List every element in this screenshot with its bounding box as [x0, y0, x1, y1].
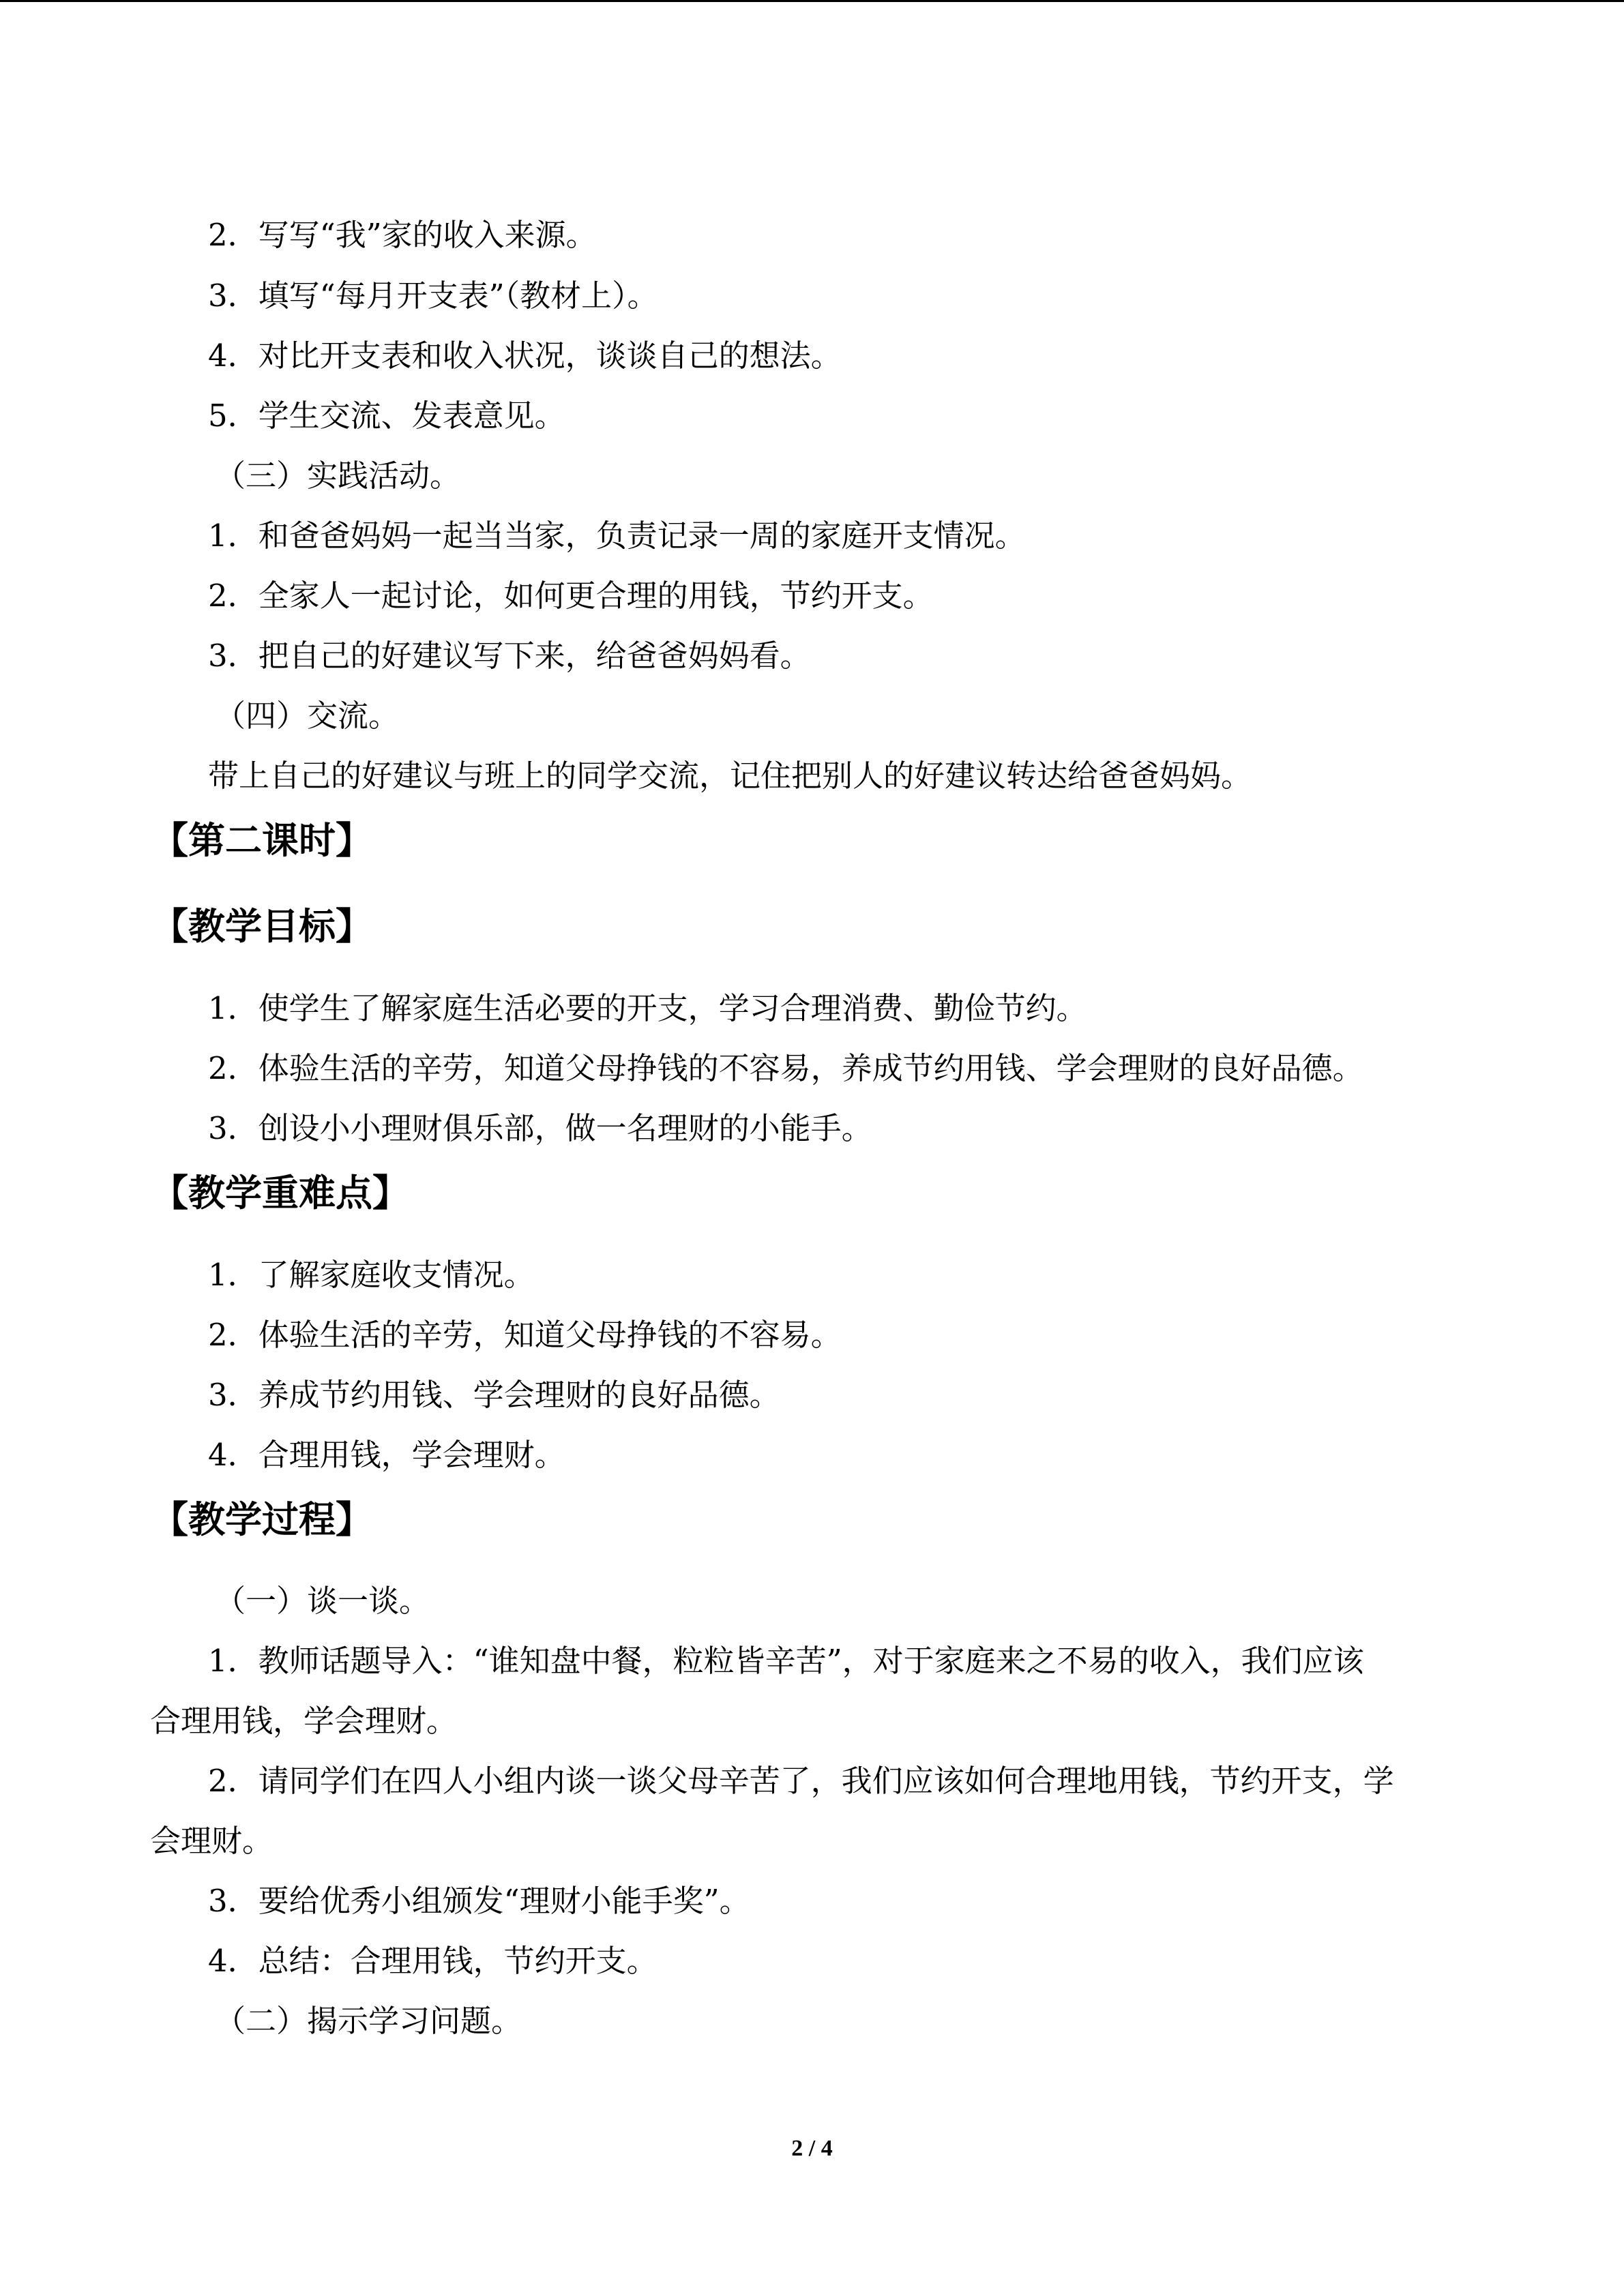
paragraph-continuation: 会理财。: [150, 1823, 274, 1859]
paragraph-item: 2．全家人一起讨论，如何更合理的用钱，节约开支。: [208, 578, 934, 614]
paragraph-item: 1．了解家庭收支情况。: [208, 1257, 535, 1293]
paragraph-item: 1．教师话题导入：“谁知盘中餐，粒粒皆辛苦”，对于家庭来之不易的收入，我们应该: [208, 1643, 1364, 1679]
page-top-border: [0, 0, 1624, 2]
paragraph-item: 5．学生交流、发表意见。: [208, 398, 565, 434]
paragraph-item: 2．请同学们在四人小组内谈一谈父母辛苦了，我们应该如何合理地用钱，节约开支，学: [208, 1763, 1394, 1799]
process-heading: 【教学过程】: [151, 1498, 372, 1541]
paragraph-item: 3．创设小小理财俱乐部，做一名理财的小能手。: [208, 1110, 872, 1146]
paragraph-item: 1．使学生了解家庭生活必要的开支，学习合理消费、勤俭节约。: [208, 990, 1087, 1026]
paragraph-continuation: 合理用钱，学会理财。: [150, 1703, 458, 1739]
paragraph-item: 3．把自己的好建议写下来，给爸爸妈妈看。: [208, 638, 811, 674]
paragraph-item: 3．填写“每月开支表”（教材上）。: [208, 278, 658, 314]
paragraph-item: 3．要给优秀小组颁发“理财小能手奖”。: [208, 1883, 750, 1919]
paragraph-text: 带上自己的好建议与班上的同学交流，记住把别人的好建议转达给爸爸妈妈。: [208, 758, 1252, 794]
paragraph-item: 3．养成节约用钱、学会理财的良好品德。: [208, 1377, 780, 1413]
paragraph-item: 4．合理用钱，学会理财。: [208, 1437, 565, 1473]
paragraph-item: 2．体验生活的辛劳，知道父母挣钱的不容易，养成节约用钱、学会理财的良好品德。: [208, 1050, 1363, 1086]
paragraph-item: 2．体验生活的辛劳，知道父母挣钱的不容易。: [208, 1317, 842, 1353]
page-number: 2 / 4: [791, 2136, 833, 2161]
goals-heading: 【教学目标】: [151, 905, 372, 948]
paragraph-item: 4．总结：合理用钱，节约开支。: [208, 1943, 658, 1979]
reveal-subheading: （二）揭示学习问题。: [215, 2003, 522, 2039]
practice-subheading: （三）实践活动。: [215, 458, 461, 494]
paragraph-item: 4．对比开支表和收入状况，谈谈自己的想法。: [208, 338, 842, 374]
lesson-heading: 【第二课时】: [151, 819, 372, 862]
paragraph-item: 1．和爸爸妈妈一起当当家，负责记录一周的家庭开支情况。: [208, 518, 1026, 554]
key-points-heading: 【教学重难点】: [151, 1172, 409, 1214]
exchange-subheading: （四）交流。: [215, 698, 400, 734]
talk-subheading: （一）谈一谈。: [215, 1583, 430, 1619]
paragraph-item: 2．写写“我”家的收入来源。: [208, 217, 597, 253]
